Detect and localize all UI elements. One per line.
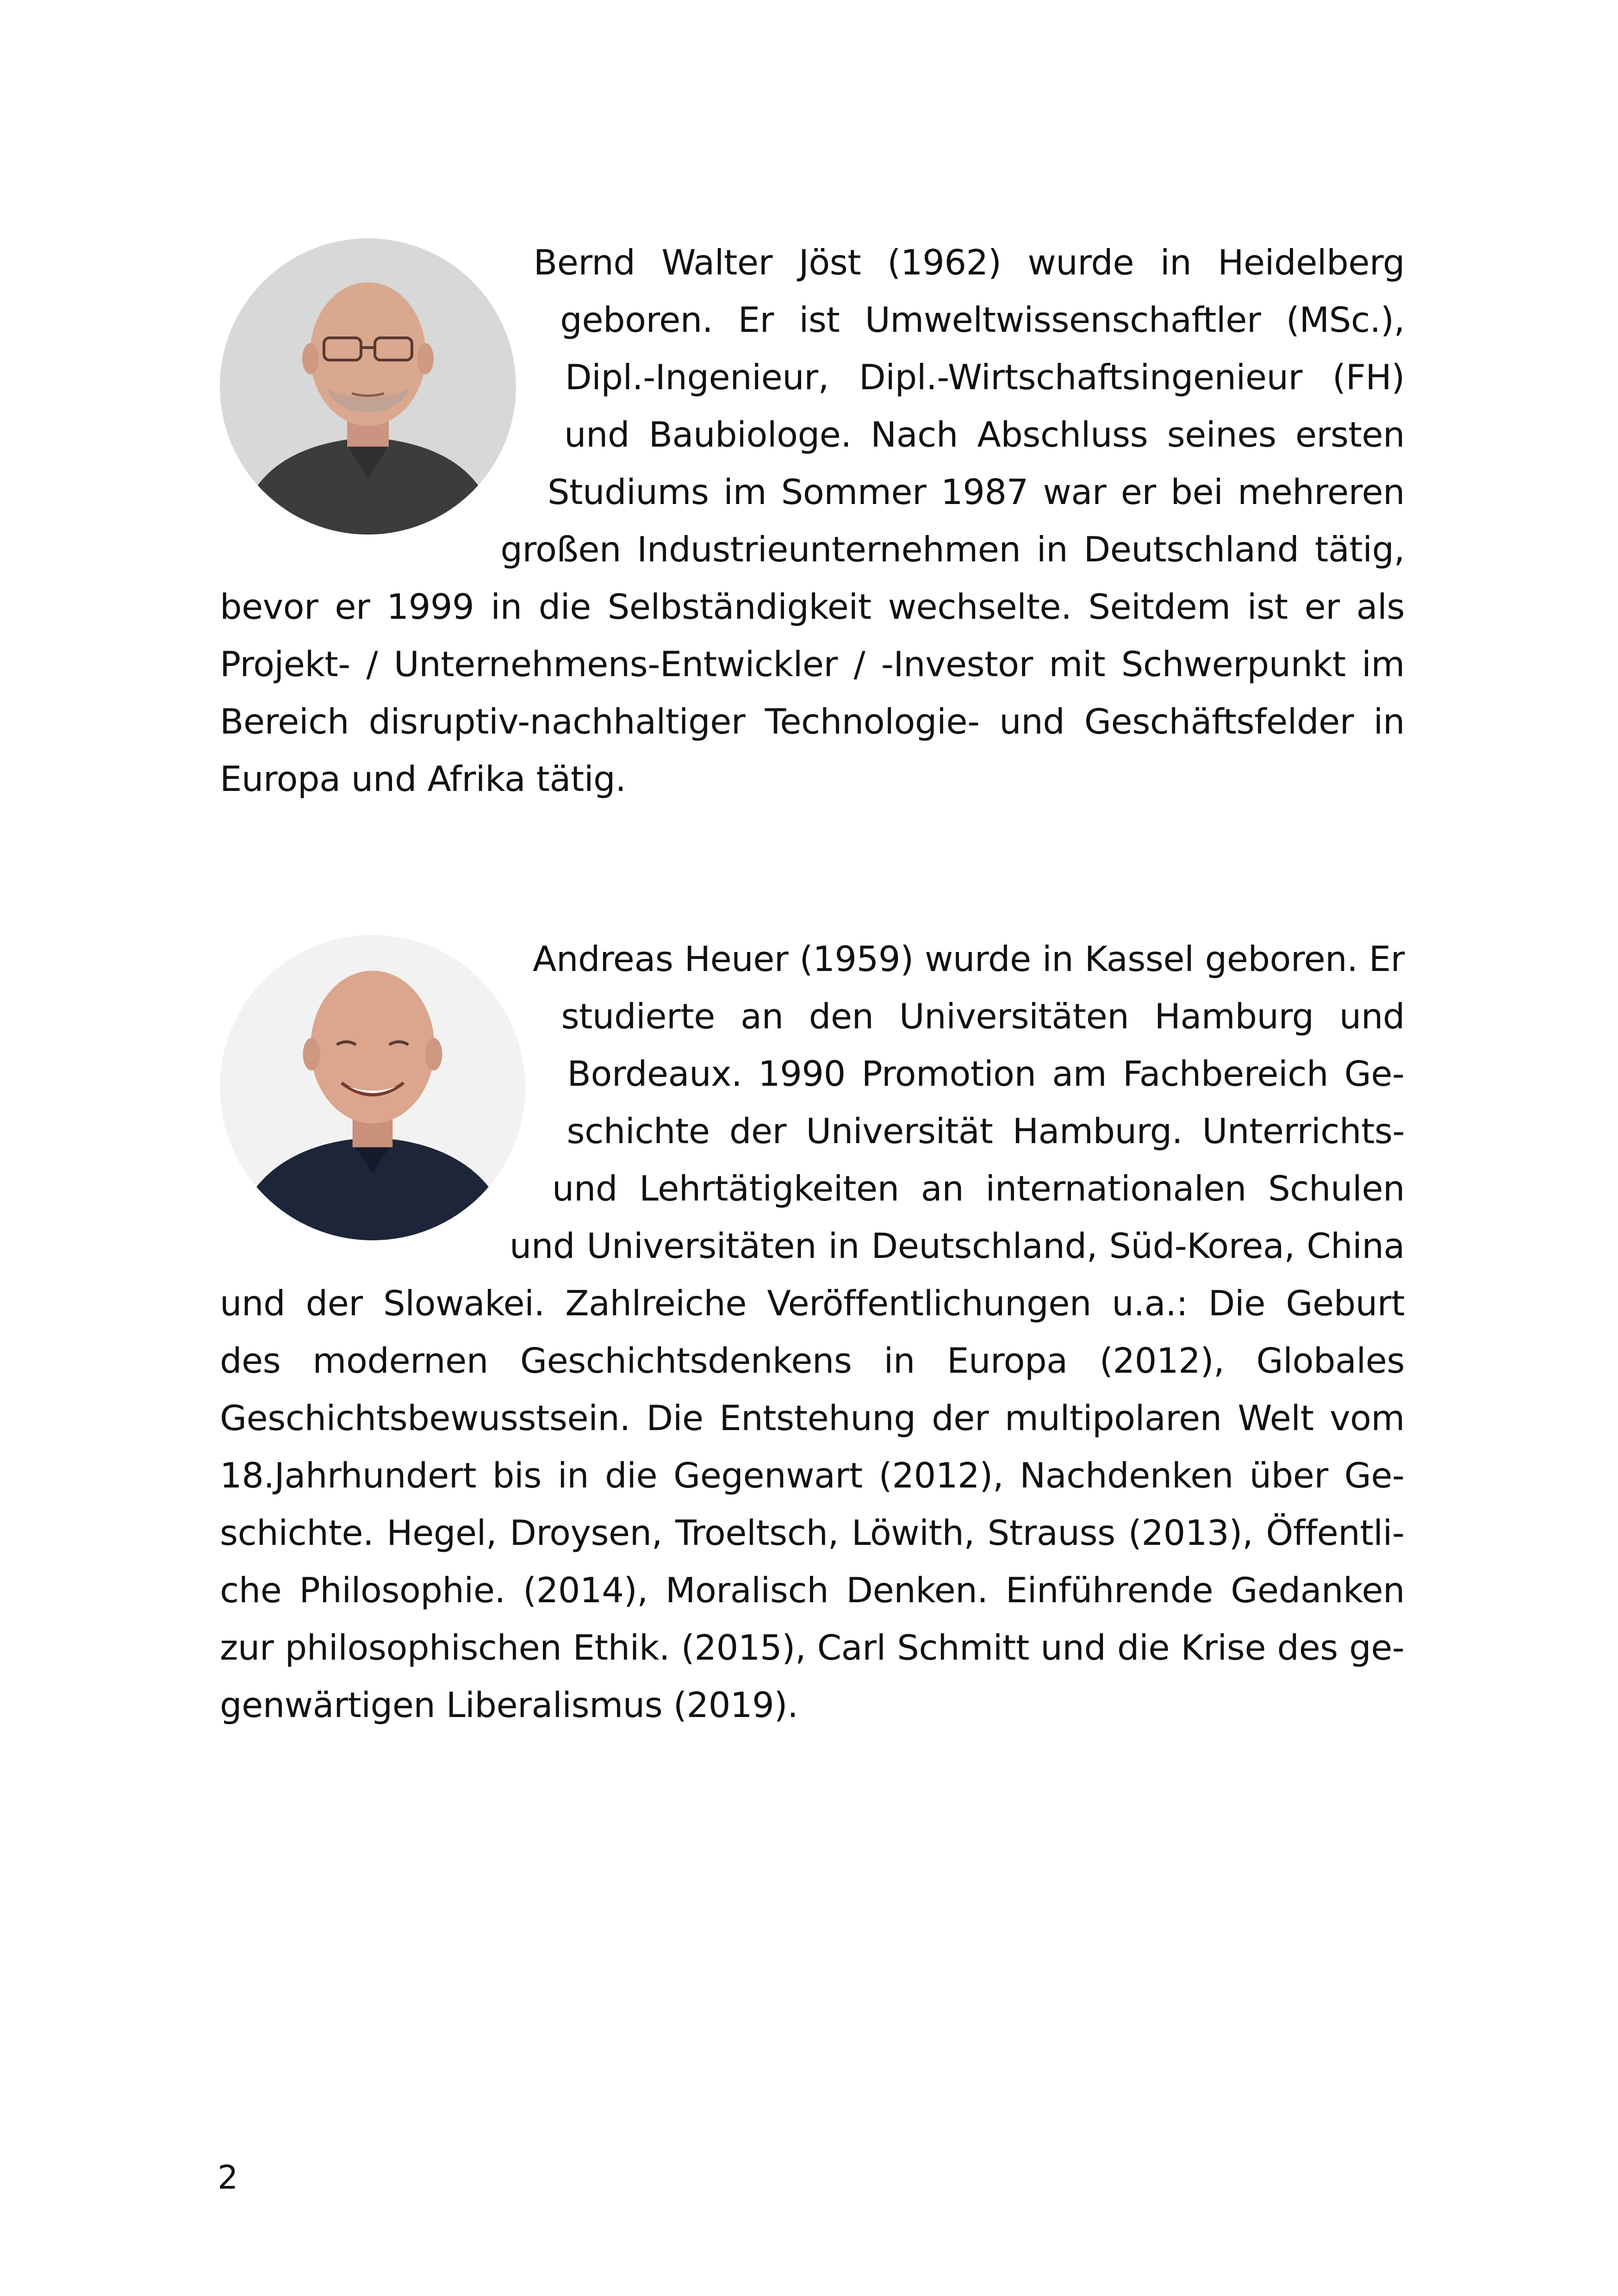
- portrait-man-smiling-icon: [220, 935, 525, 1240]
- portrait-man-glasses-icon: [220, 238, 516, 535]
- bio-text-heuer: Andreas Heuer (1959) wurde in Kassel geboren. Er studierte an den Universitäten Hamburg und Bordeaux. 1990 Promotion am Fachbereich Geschichte der Universität Hamburg. Unterrichts- und Lehrtätigkeiten an internationalen Schulen und Universitäten in Deutschland, Süd-Korea, China und der Slowakei. Zahlreiche Veröffentlichungen u.a.: Die Geburt des modernen Geschichtsdenkens in Europa (2012), Globales Geschichtsbewusstsein. Die Entstehung der multipolaren Welt vom 18.Jahrhundert bis in die Gegenwart (2012), Nachdenken über Geschichte. Hegel, Droysen, Troeltsch, Löwith, Strauss (2013), Öffentliche Philosophie. (2014), Moralisch Denken. Einführende Gedanken zur philosophischen Ethik. (2015), Carl Schmitt und die Krise des gegenwärtigen Liberalismus (2019).: [220, 939, 1405, 1725]
- author-photo-joest: [220, 238, 516, 535]
- page-number: 2: [218, 2159, 238, 2196]
- author-bio-heuer: [220, 930, 1405, 1734]
- bio-text-joest: Bernd Walter Jöst (1962) wurde in Heidelberg geboren. Er ist Umweltwissenschaftler (MSc.), Dipl.-Ingenieur, Dipl.-Wirtschaftsingenieur (FH) und Baubiologe. Nach Abschluss seines ersten Studiums im Sommer 1987 war er bei mehreren großen Industrieunternehmen in Deutschland tätig, bevor er 1999 in die Selbständigkeit wechselte. Seitdem ist er als Projekt- / Unternehmens-Entwickler / -Investor mit Schwerpunkt im Bereich disruptiv-nachhaltiger Technologie- und Geschäftsfelder in Europa und Afrika tätig.: [220, 242, 1405, 799]
- author-bio-joest: [220, 234, 1405, 808]
- author-photo-heuer: [220, 935, 525, 1240]
